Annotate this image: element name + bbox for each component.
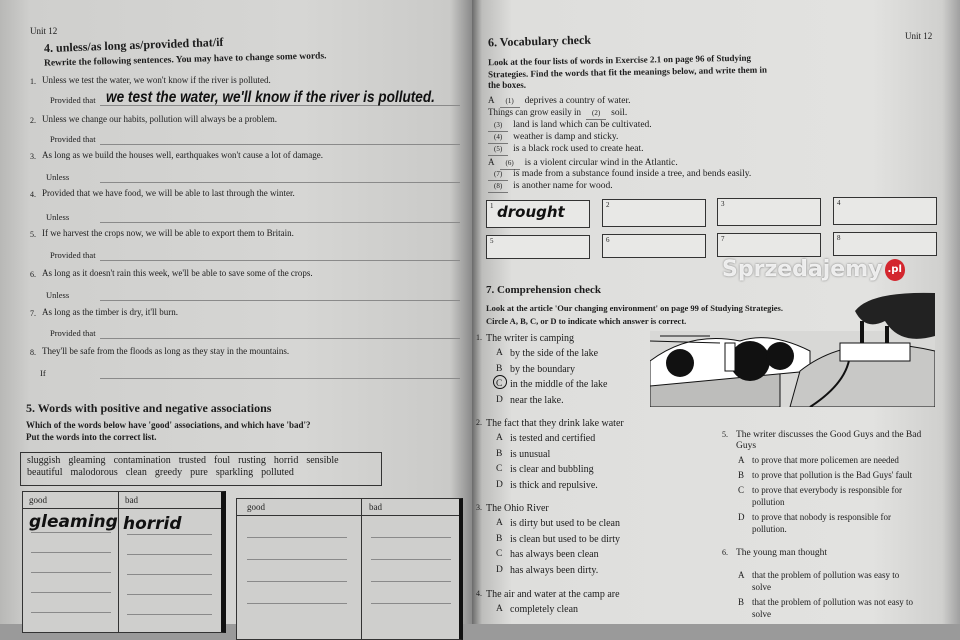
option-text[interactable]: that the problem of pollution was not easy to bbox=[752, 597, 913, 607]
option-letter[interactable]: B bbox=[738, 597, 745, 607]
word-bank-word: gleaming bbox=[68, 455, 106, 466]
box-number: 2 bbox=[606, 201, 610, 209]
option-letter[interactable]: C bbox=[496, 549, 503, 559]
definition-line bbox=[488, 119, 652, 132]
word-bank-word: sensible bbox=[306, 455, 339, 466]
item-sentence: If we harvest the crops now, we will be able to export them to Britain. bbox=[42, 228, 294, 238]
answer-line bbox=[100, 144, 460, 145]
answer-circle bbox=[493, 375, 507, 389]
box-number: 4 bbox=[837, 199, 841, 207]
exercise-6-instruction: Look at the four lists of words in Exercise 2.1 on page 96 of Studying bbox=[487, 52, 752, 68]
right-page bbox=[472, 0, 960, 624]
definition-text: weather is damp and sticky. bbox=[513, 131, 619, 142]
option-text[interactable]: to prove that pollution is the Bad Guys' fault bbox=[752, 470, 913, 480]
item-prompt: Provided that bbox=[50, 328, 96, 338]
word-bank-word: clean bbox=[125, 467, 147, 478]
option-text[interactable]: to prove that nobody is responsible for bbox=[752, 512, 891, 522]
definition-text: deprives a country of water. bbox=[524, 96, 631, 106]
option-text[interactable]: that the problem of pollution was easy to bbox=[752, 570, 900, 580]
option-letter[interactable]: A bbox=[738, 570, 745, 580]
blank-number: (2) bbox=[586, 107, 606, 120]
word-bank-word: sluggish bbox=[27, 455, 61, 466]
definition-text: is another name for wood. bbox=[513, 181, 613, 192]
question-number: 2. bbox=[476, 418, 482, 427]
item-sentence: As long as it doesn't rain this week, we'll be able to save some of the crops. bbox=[42, 268, 313, 278]
option-text-continued[interactable]: solve bbox=[752, 609, 771, 619]
vocabulary-box-3[interactable] bbox=[717, 198, 821, 226]
word-bank-word: rusting bbox=[238, 455, 266, 466]
blank-number: (4) bbox=[488, 131, 508, 144]
exercise-4-title: 4. unless/as long as/provided that/if bbox=[43, 34, 224, 56]
watermark-logo: Sprzedajemy .pl bbox=[722, 258, 905, 282]
table-header bbox=[237, 499, 459, 516]
option-letter[interactable]: A bbox=[496, 518, 503, 528]
exercise-5-instruction: Put the words into the correct list. bbox=[26, 432, 157, 442]
item-prompt: Unless bbox=[46, 290, 70, 300]
word-bank-row bbox=[27, 455, 375, 467]
definition-prefix: A bbox=[488, 156, 495, 167]
vocabulary-box-8[interactable] bbox=[833, 232, 937, 256]
option-text[interactable]: is clear and bubbling bbox=[510, 464, 594, 475]
column-divider bbox=[361, 499, 362, 639]
option-text[interactable]: near the lake. bbox=[510, 394, 564, 406]
column-divider bbox=[118, 492, 119, 632]
word-bank-word: contamination bbox=[113, 455, 171, 466]
item-prompt: Unless bbox=[46, 212, 70, 222]
question-text: The young man thought bbox=[736, 548, 828, 558]
word-bank-word: sparkling bbox=[215, 467, 254, 478]
item-prompt: Provided that bbox=[50, 250, 96, 260]
word-bank-word: horrid bbox=[273, 455, 299, 466]
option-letter[interactable]: C bbox=[496, 379, 503, 389]
answer-line bbox=[100, 378, 460, 379]
left-page bbox=[0, 0, 472, 624]
option-text[interactable]: by the side of the lake bbox=[510, 348, 599, 359]
box-number: 8 bbox=[837, 234, 841, 242]
question-text: The Ohio River bbox=[486, 503, 549, 514]
question-text: The writer is camping bbox=[486, 333, 575, 344]
option-text-continued[interactable]: pollution. bbox=[752, 524, 787, 534]
vocabulary-box-5[interactable] bbox=[486, 235, 590, 259]
item-sentence: Unless we test the water, we won't know if the river is polluted. bbox=[42, 75, 271, 85]
exercise-6-title: 6. Vocabulary check bbox=[487, 32, 592, 50]
option-text[interactable]: is tested and certified bbox=[510, 433, 596, 444]
definition-prefix: Things can grow easily in bbox=[488, 107, 581, 118]
exercise-7-instruction: Circle A, B, C, or D to indicate which answer is correct. bbox=[486, 316, 687, 326]
definition-line bbox=[488, 180, 613, 193]
option-letter[interactable]: B bbox=[496, 533, 503, 544]
pollution-landscape-illustration bbox=[650, 291, 935, 407]
option-text[interactable]: is clean but used to be dirty bbox=[510, 533, 620, 545]
item-prompt: Provided that bbox=[50, 95, 96, 105]
blank-number: (7) bbox=[488, 168, 508, 181]
question-text: The writer discusses the Good Guys and the Bad bbox=[736, 430, 922, 440]
option-letter[interactable]: B bbox=[496, 448, 503, 459]
exercise-6-instruction: Strategies. Find the words that fit the meanings below, and write them in bbox=[487, 64, 768, 80]
definition-prefix: A bbox=[488, 95, 495, 105]
item-sentence: Provided that we have food, we will be able to last through the winter. bbox=[42, 188, 295, 198]
answer-line bbox=[100, 300, 460, 301]
unit-label: Unit 12 bbox=[905, 31, 933, 41]
item-sentence: As long as we build the houses well, earthquakes won't cause a lot of damage. bbox=[42, 150, 324, 160]
vocabulary-box-7[interactable] bbox=[717, 233, 821, 257]
good-answer[interactable]: gleaming bbox=[29, 512, 118, 532]
option-text[interactable]: has always been clean bbox=[510, 549, 599, 560]
option-letter[interactable]: D bbox=[496, 564, 503, 575]
option-letter[interactable]: B bbox=[738, 470, 745, 480]
vocabulary-box-6[interactable] bbox=[602, 234, 706, 258]
option-letter[interactable]: D bbox=[738, 512, 745, 522]
word-bank-row bbox=[27, 467, 375, 479]
question-text: The air and water at the camp are bbox=[486, 589, 620, 600]
question-number: 1. bbox=[476, 333, 482, 342]
option-text[interactable]: to prove that everybody is responsible for bbox=[752, 485, 902, 495]
definition-text: is a black rock used to create heat. bbox=[513, 144, 644, 155]
option-text[interactable]: is dirty but used to be clean bbox=[510, 518, 620, 529]
table-header bbox=[23, 492, 221, 509]
box-number: 1 bbox=[490, 202, 494, 210]
bad-answer[interactable]: horrid bbox=[123, 514, 182, 534]
blank-number: (1) bbox=[500, 95, 520, 108]
option-letter[interactable]: A bbox=[738, 455, 745, 465]
word-bank-word: foul bbox=[214, 455, 231, 466]
option-letter[interactable]: C bbox=[496, 464, 503, 474]
option-letter[interactable]: D bbox=[496, 394, 503, 405]
question-text: Guys bbox=[736, 441, 757, 451]
answer-field[interactable]: we test the water, we'll know if the river is polluted. bbox=[106, 89, 435, 106]
word-bank-word: malodorous bbox=[70, 467, 118, 478]
option-letter[interactable]: D bbox=[496, 479, 503, 490]
word-bank-word: polluted bbox=[261, 467, 294, 478]
word-bank-word: pure bbox=[190, 467, 208, 478]
bad-column-label: bad bbox=[125, 495, 138, 505]
box-answer[interactable]: drought bbox=[497, 203, 565, 221]
option-letter[interactable]: C bbox=[738, 485, 745, 495]
vocabulary-box-4[interactable] bbox=[833, 197, 937, 225]
option-letter[interactable]: A bbox=[496, 433, 503, 443]
blank-number: (5) bbox=[488, 143, 508, 156]
exercise-6-instruction: the boxes. bbox=[488, 80, 526, 90]
option-text[interactable]: to prove that more policemen are needed bbox=[752, 455, 899, 465]
box-number: 3 bbox=[721, 200, 725, 208]
option-text[interactable]: has always been dirty. bbox=[510, 564, 599, 576]
word-table-1 bbox=[22, 491, 226, 633]
question-number: 4. bbox=[476, 589, 482, 598]
option-text[interactable]: in the middle of the lake bbox=[510, 379, 608, 390]
item-prompt: Provided that bbox=[50, 134, 96, 144]
option-text[interactable]: is thick and repulsive. bbox=[510, 479, 598, 491]
box-number: 6 bbox=[606, 236, 610, 244]
item-number: 6. bbox=[30, 270, 36, 279]
option-letter[interactable]: A bbox=[496, 604, 503, 614]
bad-column-label: bad bbox=[369, 502, 382, 512]
option-text-continued[interactable]: solve bbox=[752, 582, 771, 592]
vocabulary-box-1[interactable] bbox=[486, 200, 590, 228]
answer-line bbox=[100, 260, 460, 261]
item-sentence: Unless we change our habits, pollution will always be a problem. bbox=[42, 114, 277, 124]
definition-line bbox=[488, 131, 618, 144]
item-number: 5. bbox=[30, 230, 36, 239]
blank-number: (3) bbox=[488, 119, 508, 132]
definition-text: is made from a substance found inside a tree, and bends easily. bbox=[513, 168, 752, 179]
blank-number: (8) bbox=[488, 180, 508, 193]
blank-number: (6) bbox=[500, 157, 520, 170]
word-bank-word: greedy bbox=[154, 467, 183, 478]
good-column-label: good bbox=[247, 502, 265, 512]
option-letter[interactable]: B bbox=[496, 363, 503, 374]
definition-text: soil. bbox=[611, 108, 628, 119]
definition-line bbox=[488, 168, 751, 181]
exercise-5-instruction: Which of the words below have 'good' associations, and which have 'bad'? bbox=[26, 420, 311, 430]
definition-text: land is land which can be cultivated. bbox=[513, 119, 652, 130]
box-number: 7 bbox=[721, 235, 725, 243]
answer-line bbox=[100, 222, 460, 223]
word-bank-word: trusted bbox=[178, 455, 206, 466]
box-number: 5 bbox=[490, 237, 494, 245]
word-table-2 bbox=[236, 498, 463, 640]
item-number: 4. bbox=[30, 190, 36, 199]
question-number: 6. bbox=[722, 548, 728, 557]
word-bank bbox=[20, 452, 382, 486]
item-number: 3. bbox=[30, 152, 36, 161]
answer-line bbox=[100, 338, 460, 339]
item-prompt: Unless bbox=[46, 172, 70, 182]
item-number: 8. bbox=[30, 348, 36, 357]
item-number: 1. bbox=[30, 77, 36, 86]
exercise-7-instruction: Look at the article 'Our changing environment' on page 99 of Studying Strategies. bbox=[486, 303, 783, 313]
option-letter[interactable]: A bbox=[496, 348, 503, 358]
good-column-label: good bbox=[29, 495, 47, 505]
definition-text: is a violent circular wind in the Atlantic. bbox=[524, 157, 678, 168]
exercise-5-title: 5. Words with positive and negative associations bbox=[26, 401, 272, 415]
option-text-continued[interactable]: pollution bbox=[752, 497, 785, 507]
option-text[interactable]: is unusual bbox=[510, 448, 551, 460]
word-bank-word: beautiful bbox=[27, 467, 63, 478]
item-number: 2. bbox=[30, 116, 36, 125]
item-sentence: As long as the timber is dry, it'll burn. bbox=[42, 307, 179, 317]
option-text[interactable]: by the boundary bbox=[510, 363, 575, 375]
question-number: 3. bbox=[476, 503, 482, 512]
vocabulary-box-2[interactable] bbox=[602, 199, 706, 227]
question-text: The fact that they drink lake water bbox=[486, 418, 624, 429]
unit-label: Unit 12 bbox=[30, 26, 58, 36]
exercise-4-instruction: Rewrite the following sentences. You may have to change some words. bbox=[43, 51, 327, 69]
answer-line bbox=[100, 182, 460, 183]
option-text[interactable]: completely clean bbox=[510, 604, 579, 615]
item-sentence: They'll be safe from the floods as long as they stay in the mountains. bbox=[42, 346, 290, 356]
definition-line bbox=[488, 143, 643, 156]
item-prompt: If bbox=[40, 368, 46, 378]
item-number: 7. bbox=[30, 309, 36, 318]
question-number: 5. bbox=[722, 430, 728, 439]
exercise-7-title: 7. Comprehension check bbox=[486, 284, 601, 296]
